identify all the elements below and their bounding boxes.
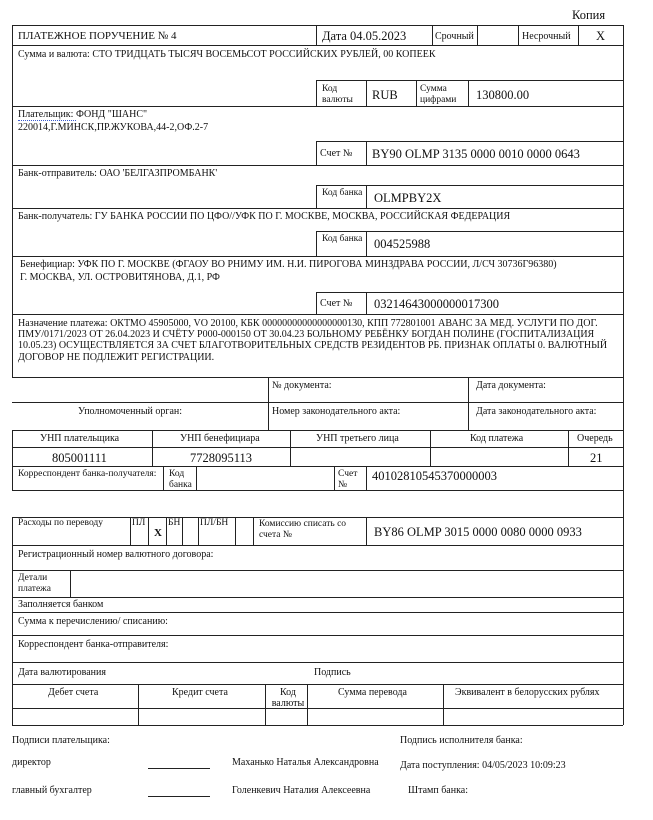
beneficiary-line1: Бенефициар: УФК ПО Г. МОСКВЕ (ФГАОУ ВО РНИМУ ИМ. Н.И. ПИРОГОВА МИНЗДРАВА РОССИИ, Л/СЧ 30736Г96380) <box>20 259 557 270</box>
transfer-sum-header: Сумма перевода <box>338 687 407 698</box>
unp-beneficiary-value: 7728095113 <box>190 451 253 465</box>
sum-digits: 130800.00 <box>476 88 530 102</box>
urgent-label: Срочный <box>435 31 474 42</box>
received-date: Дата поступления: 04/05/2023 10:09:23 <box>400 760 566 771</box>
nonurgent-label: Несрочный <box>522 31 571 42</box>
beneficiary-account: 03214643000000017300 <box>374 297 499 311</box>
recipient-bank-code-label: Код банка <box>322 234 363 244</box>
nonurgent-mark: X <box>596 29 606 43</box>
expenses-plbn: ПЛ/БН <box>200 518 229 528</box>
value-date-label: Дата валютирования <box>18 667 106 678</box>
bank-signature-label: Подпись исполнителя банка: <box>400 735 523 746</box>
doc-date: Дата 04.05.2023 <box>322 29 407 43</box>
chief-signature-line <box>148 796 210 797</box>
commission-label: Комиссию списать со счета № <box>259 519 347 540</box>
director-name: Маханько Наталья Александровна <box>232 757 379 768</box>
beneficiary-account-label: Счет № <box>320 298 353 309</box>
payment-code-label: Код платежа <box>470 433 524 444</box>
copy-label: Копия <box>572 8 606 22</box>
unp-payer-label: УНП плательщика <box>40 433 120 444</box>
filled-by-bank-label: Заполняется банком <box>18 599 104 610</box>
corr-sender-label: Корреспондент банка-отправителя: <box>18 639 169 650</box>
correspondent-code-label: Код банка <box>169 469 192 490</box>
queue-label: Очередь <box>577 433 613 444</box>
director-signature-line <box>148 768 210 769</box>
unp-third-label: УНП третьего лица <box>316 433 399 444</box>
currency-code: RUB <box>372 88 398 102</box>
doc-number-label: № документа: <box>272 380 332 391</box>
expenses-bn: БН <box>168 518 181 528</box>
sender-bank: Банк-отправитель: ОАО 'БЕЛГАЗПРОМБАНК' <box>18 168 218 179</box>
payer-line2: 220014,Г.МИНСК,ПР.ЖУКОВА,44-2,ОФ.2-7 <box>18 122 209 133</box>
authority-label: Уполномоченный орган: <box>78 406 183 417</box>
expenses-pl-mark: Х <box>154 527 162 539</box>
byn-equivalent-header: Эквивалент в белорусских рублях <box>455 687 600 698</box>
expenses-label: Расходы по переводу <box>18 518 104 528</box>
queue-value: 21 <box>590 451 603 465</box>
sender-bank-code: OLMPBY2X <box>374 191 442 205</box>
payer-signatures-label: Подписи плательщика: <box>12 735 110 746</box>
bank-stamp-label: Штамп банка: <box>408 785 468 796</box>
doc-title: ПЛАТЕЖНОЕ ПОРУЧЕНИЕ № 4 <box>18 30 177 42</box>
signature-label: Подпись <box>314 667 351 678</box>
chief-accountant-name: Голенкевич Наталия Алексеевна <box>232 785 371 796</box>
correspondent-label: Корреспондент банка-получателя: <box>18 469 157 479</box>
amount-words: Сумма и валюта: СТО ТРИДЦАТЬ ТЫСЯЧ ВОСЕМЬСОТ РОССИЙСКИХ РУБЛЕЙ, 00 КОПЕЕК <box>18 49 436 60</box>
credit-header: Кредит счета <box>172 687 228 698</box>
beneficiary-line2: Г. МОСКВА, УЛ. ОСТРОВИТЯНОВА, Д.1, РФ <box>20 272 220 283</box>
commission-account: BY86 OLMP 3015 0000 0080 0000 0933 <box>374 525 582 539</box>
currency-code-header: Код валюты <box>271 687 305 710</box>
payer-line1: Плательщик: ФОНД "ШАНС" <box>18 109 148 120</box>
recipient-bank-code: 004525988 <box>374 237 431 251</box>
payer-account: BY90 OLMP 3135 0000 0010 0000 0643 <box>372 147 580 161</box>
payer-account-label: Счет № <box>320 148 353 159</box>
debit-header: Дебет счета <box>48 687 99 698</box>
expenses-pl: ПЛ <box>132 518 146 528</box>
recipient-bank: Банк-получатель: ГУ БАНКА РОССИИ ПО ЦФО//УФК ПО Г. МОСКВЕ, МОСКВА, РОССИЙСКАЯ ФЕДЕРАЦИЯ <box>18 211 511 222</box>
sum-digits-label: Сумма цифрами <box>420 84 457 105</box>
unp-beneficiary-label: УНП бенефициара <box>180 433 260 444</box>
currency-code-label: Код валюты <box>322 84 353 105</box>
director-label: директор <box>12 757 51 768</box>
chief-accountant-label: главный бухгалтер <box>12 785 92 796</box>
act-date-label: Дата законодательного акта: <box>476 406 597 417</box>
payment-details-label: Детали платежа <box>18 573 51 594</box>
sender-bank-code-label: Код банка <box>322 188 363 198</box>
doc-date-label: Дата документа: <box>476 380 546 391</box>
act-number-label: Номер законодательного акта: <box>272 406 401 417</box>
payment-purpose: Назначение платежа: ОКТМО 45905000, VO 20100, КБК 00000000000000000130, КПП 772801001 АВАНС ЗА МЕД. УСЛУГИ ПО ДОГ. ПМУ/0171/2023 ОТ 26.04.2023 И СЧЁТУ Р000-000150 ОТ 30.04.23 БОЛЬНОМУ РЕБЁНКУ БОГДАН ПОЛИНЕ (ГОСПИТАЛИЗАЦИЯ 10.05.23) ОСУЩЕСТВЛЯЕТСЯ ЗА СЧЕТ БЛАГОТВОРИТЕЛЬНЫХ СРЕДСТВ РЕЗИДЕНТОВ РБ. ПРИЗНАК ОПЛАТЫ 0. ВАЛЮТНЫЙ ДОГОВОР НЕ ПОДЛЕЖИТ РЕГИСТРАЦИИ. <box>18 318 608 363</box>
reg-number-label: Регистрационный номер валютного договора: <box>18 549 214 560</box>
unp-payer-value: 805001111 <box>52 451 107 465</box>
sum-transfer-label: Сумма к перечислению/ списанию: <box>18 616 168 627</box>
correspondent-account: 40102810545370000003 <box>372 469 497 483</box>
correspondent-account-label: Счет № <box>338 469 358 490</box>
